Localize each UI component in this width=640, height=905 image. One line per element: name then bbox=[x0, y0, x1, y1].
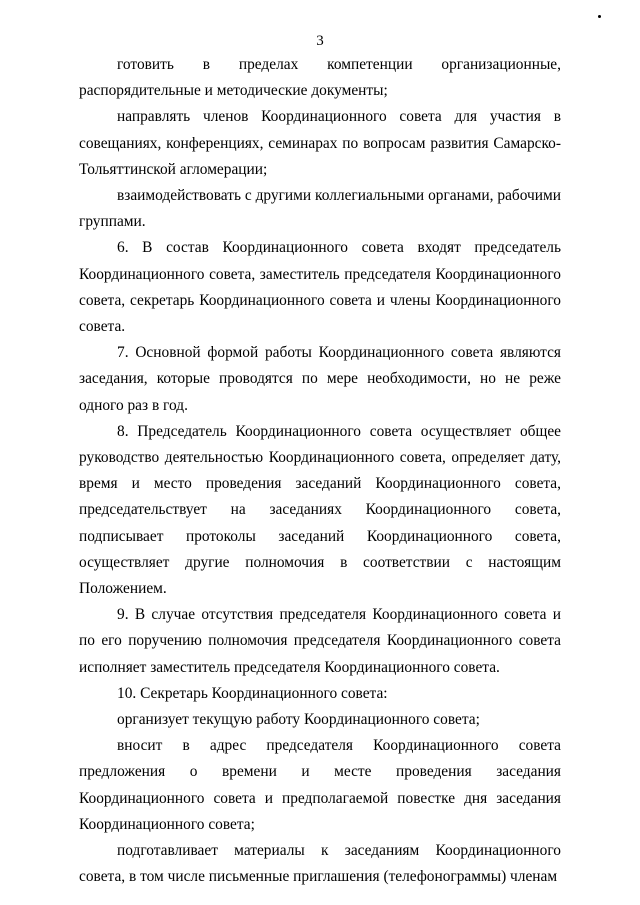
paragraph: 7. Основной формой работы Координационного совета являются заседания, которые проводятся по мере необходимости, но не реже одного раз в год. bbox=[79, 344, 561, 414]
paragraph: организует текущую работу Координационного совета; bbox=[117, 711, 480, 729]
scan-speck bbox=[598, 15, 601, 18]
paragraph: 10. Секретарь Координационного совета: bbox=[117, 684, 388, 702]
paragraph: вносит в адрес председателя Координационного совета предложения о времени и месте проведения заседания Координационного совета и предполагаемой повестке дня заседания Координационного совета; bbox=[79, 737, 561, 833]
paragraph: взаимодействовать с другими коллегиальными органами, рабочими группами. bbox=[79, 187, 561, 231]
paragraph: 6. В состав Координационного совета входят председатель Координационного совета, заместитель председателя Координационного совета, секретарь Координационного совета и члены Координационного совета. bbox=[79, 239, 561, 336]
paragraph: 9. В случае отсутствия председателя Координационного совета и по его поручению полномочия председателя Координационного совета исполняет заместитель председателя Координационного совета. bbox=[79, 606, 561, 676]
document-body bbox=[79, 52, 561, 891]
page-number: 3 bbox=[316, 33, 324, 49]
paragraph: готовить в пределах компетенции организационные, распорядительные и методические документы; bbox=[79, 56, 561, 100]
paragraph: направлять членов Координационного совета для участия в совещаниях, конференциях, семинарах по вопросам развития Самарско-Тольяттинской агломерации; bbox=[79, 108, 561, 178]
paragraph: 8. Председатель Координационного совета осуществляет общее руководство деятельностью Координационного совета, определяет дату, время и место проведения заседаний Координационного совета, председательствует на заседаниях Координационного совета, подписывает протоколы заседаний Координационного совета, осуществляет другие полномочия в соответствии с настоящим Положением. bbox=[79, 422, 561, 598]
paragraph: подготавливает материалы к заседаниям Координационного совета, в том числе письменные приглашения (телефонограммы) членам bbox=[79, 842, 561, 886]
